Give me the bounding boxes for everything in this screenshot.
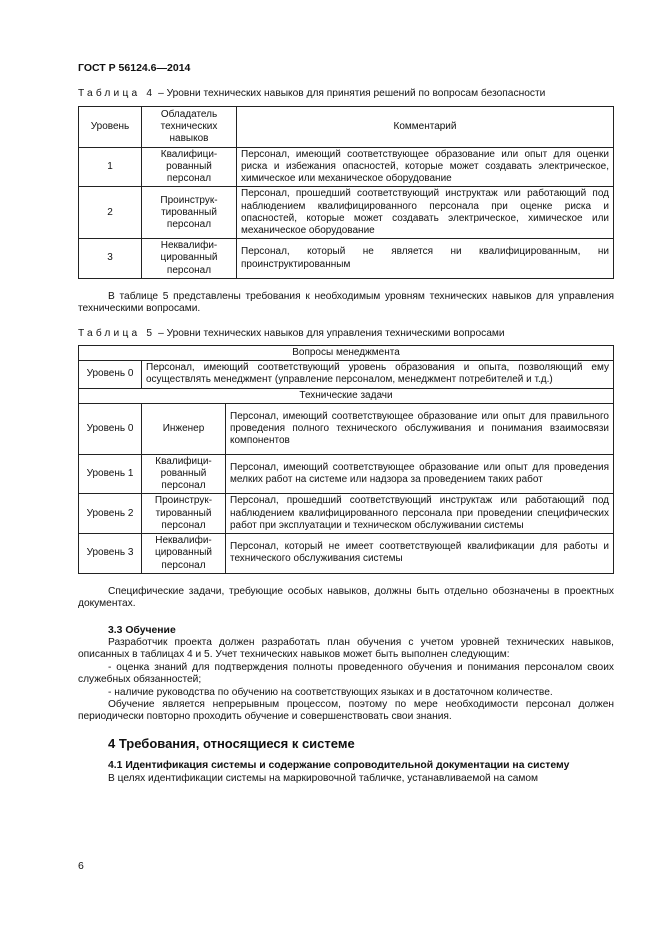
- section-3-3-heading: 3.3 Обучение: [108, 624, 176, 636]
- table5-holder: Проинструк-тированный персонал: [142, 494, 226, 534]
- section-3-3-bullet-2: - наличие руководства по обучению на соответствующих языках и в достаточном количестве.: [108, 686, 553, 698]
- table4-holder: Квалифици-рованный персонал: [142, 147, 237, 187]
- table5: [78, 345, 614, 574]
- section-4-heading: 4 Требования, относящиеся к системе: [108, 735, 355, 751]
- table-row: [79, 239, 614, 279]
- document-number: ГОСТ Р 56124.6—2014: [78, 62, 191, 74]
- table5-comment: Персонал, имеющий соответствующее образование или опыт для правильного проведения полного технического обслуживания и понимания взаимосвязи компонентов: [226, 403, 614, 454]
- table4-header-holder: Обладатель технических навыков: [142, 106, 237, 147]
- table5-intro-paragraph: В таблице 5 представлены требования к необходимым уровням технических навыков для управления техническими вопросами.: [78, 290, 614, 315]
- table4-level: 1: [79, 147, 142, 187]
- table5-comment: Персонал, прошедший соответствующий инструктаж или работающий под наблюдением квалифицированного персонала при проведении специфических работ при эксплуатации и техническом обслуживании системы: [226, 494, 614, 534]
- table5-technical-header-row: [79, 388, 614, 403]
- table5-level: Уровень 0: [79, 403, 142, 454]
- table5-holder: Неквалифи-цированный персонал: [142, 534, 226, 574]
- table4-holder: Проинструк-тированный персонал: [142, 187, 237, 239]
- page-number: 6: [78, 860, 84, 872]
- table5-technical-header: Технические задачи: [79, 388, 614, 403]
- section-4-1-heading: 4.1 Идентификация системы и содержание сопроводительной документации на систему: [108, 760, 570, 772]
- table4-caption-text: – Уровни технических навыков для принятия решений по вопросам безопасности: [155, 88, 546, 100]
- table4-header-row: [79, 106, 614, 147]
- table4-level: 2: [79, 187, 142, 239]
- table4-header-level: Уровень: [79, 106, 142, 147]
- table-row: [79, 361, 614, 388]
- section-3-3-bullet-1: - оценка знаний для подтверждения полноты проведенного обучения и понимания персоналом своих служебных обязанностей;: [78, 661, 614, 686]
- table5-management-header-row: [79, 346, 614, 361]
- table4: [78, 106, 614, 279]
- section-3-3-paragraph-2: Обучение является непрерывным процессом, поэтому по мере необходимости персонал должен периодически повторно проходить обучение и совершенствовать свои знания.: [78, 698, 614, 723]
- table4-comment: Персонал, имеющий соответствующее образование или опыт для оценки риска и избежания опасностей, которые может создавать электрическое, химическое или механическое оборудование: [237, 147, 614, 187]
- table5-holder: Квалифици-рованный персонал: [142, 454, 226, 494]
- table5-caption: [78, 328, 614, 340]
- table5-level: Уровень 0: [79, 361, 142, 388]
- table4-caption: [78, 88, 614, 100]
- table5-comment: Персонал, имеющий соответствующее образование или опыт для проведения мелких работ на системе или надзора за проведением таких работ: [226, 454, 614, 494]
- table5-caption-text: – Уровни технических навыков для управления техническими вопросами: [155, 327, 505, 339]
- table4-comment: Персонал, прошедший соответствующий инструктаж или работающий под наблюдением квалифицированного персонала при оценке риска и опасностей, которые может создавать электрическое, химическое или механическое оборудование: [237, 187, 614, 239]
- table5-comment: Персонал, имеющий соответствующий уровень образования и опыта, позволяющий ему осуществлять менеджмент (управление персоналом, менеджмент потребителей и т.д.): [142, 361, 614, 388]
- table5-level: Уровень 1: [79, 454, 142, 494]
- table-row: [79, 147, 614, 187]
- table5-management-header: Вопросы менеджмента: [79, 346, 614, 361]
- table5-level: Уровень 3: [79, 534, 142, 574]
- table4-comment: Персонал, который не является ни квалифицированным, ни проинструктированным: [237, 239, 614, 279]
- table-row: [79, 534, 614, 574]
- table-row: [79, 454, 614, 494]
- table5-comment: Персонал, который не имеет соответствующей квалификации для работы и технического обслуживания системы: [226, 534, 614, 574]
- table-row: [79, 187, 614, 239]
- table4-header-comment: Комментарий: [237, 106, 614, 147]
- table4-caption-prefix: Таблица 4: [78, 88, 156, 100]
- table5-holder: Инженер: [142, 403, 226, 454]
- section-4-1-paragraph: В целях идентификации системы на маркировочной табличке, устанавливаемой на самом: [108, 772, 539, 784]
- table5-level: Уровень 2: [79, 494, 142, 534]
- table-row: [79, 494, 614, 534]
- table4-level: 3: [79, 239, 142, 279]
- section-3-3-paragraph-1: Разработчик проекта должен разработать план обучения с учетом уровней технических навыков, описанных в таблицах 4 и 5. Учет технических навыков может быть выполнен следующим:: [78, 636, 614, 661]
- table5-caption-prefix: Таблица 5: [78, 327, 156, 339]
- table4-holder: Неквалифи-цированный персонал: [142, 239, 237, 279]
- table-row: [79, 403, 614, 454]
- specific-tasks-paragraph: Специфические задачи, требующие особых навыков, должны быть отдельно обозначены в проектных документах.: [78, 585, 614, 610]
